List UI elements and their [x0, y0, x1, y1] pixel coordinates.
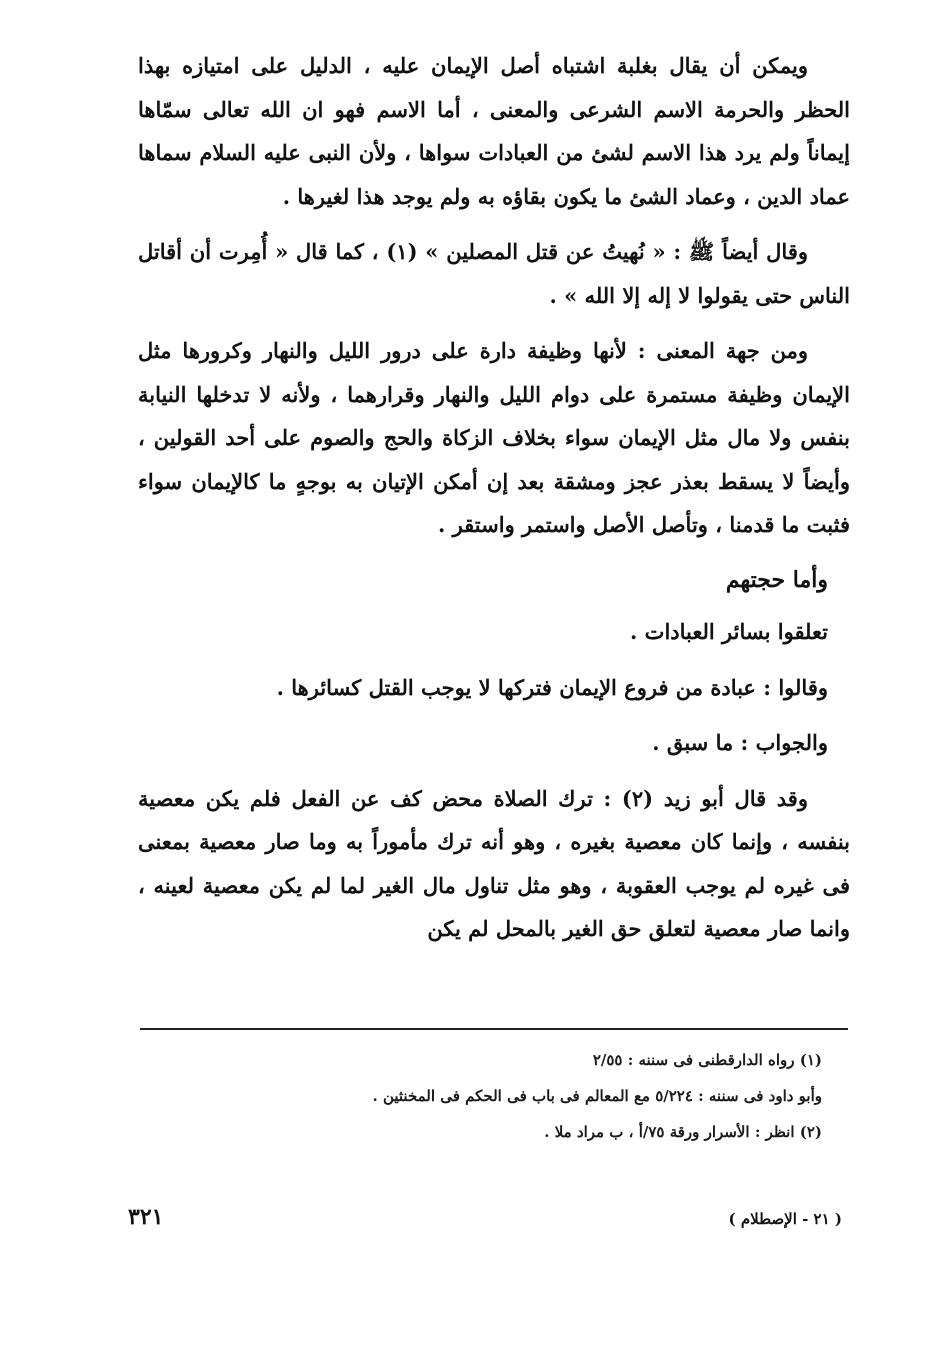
- line-answer: والجواب : ما سبق .: [652, 730, 828, 755]
- section-heading: وأما حجتهم: [725, 566, 828, 593]
- footnote-2: (٢) انظر : الأسرار ورقة ٧٥/أ ، ب مراد ملا .: [544, 1123, 822, 1141]
- page-number: ٣٢١: [128, 1204, 164, 1230]
- footnote-1-continued: وأبو داود فى سننه : ٥/٢٢٤ مع المعالم فى باب فى الحكم فى المخنثين .: [372, 1087, 822, 1105]
- paragraph-2: وقال أيضاً ﷺ : « نُهيتُ عن قتل المصلين » (١) ، كما قال « أُمِرت أن أقاتل الناس حتى يقولوا لا إله إلا الله » .: [138, 239, 850, 308]
- footnotes: [140, 1042, 822, 1150]
- line-claim: تعلقوا بسائر العبادات .: [630, 619, 828, 644]
- footnote-divider: [140, 1028, 848, 1030]
- paragraph-3: ومن جهة المعنى : لأنها وظيفة دارة على درور الليل والنهار وكرورها مثل الإيمان وظيفة مستمرة على دوام الليل والنهار وقرارهما ، ولأنه لا تدخلها النيابة بنفس ولا مال مثل الإيمان سواء بخلاف الزكاة والحج والصوم على أحد القولين ، وأيضاً لا يسقط بعذر عجز ومشقة بعد إن أمكن الإتيان به بوجهٍ ما كالإيمان سواء فثبت ما قدمنا ، وتأصل الأصل واستمر واستقر .: [138, 338, 850, 537]
- line-argument: وقالوا : عبادة من فروع الإيمان فتركها لا يوجب القتل كسائرها .: [276, 674, 828, 700]
- paragraph-last: وقد قال أبو زيد (٢) : ترك الصلاة محض كف عن الفعل فلم يكن معصية بنفسه ، وإنما كان معصية بغيره ، وهو أنه ترك مأموراً به وما صار معصية بمعنى فى غيره لم يوجب العقوبة ، وهو مثل تناول مال الغير لما لم يكن معصية لعينه ، وانما صار معصية لتعلق حق الغير بالمحل لم يكن: [138, 785, 850, 941]
- printer-signature: ( ٢١ - الإصطلام ): [728, 1210, 842, 1228]
- footnote-1: (١) رواه الدارقطنى فى سننه : ٢/٥٥: [592, 1051, 822, 1069]
- paragraph-1: ويمكن أن يقال بغلبة اشتباه أصل الإيمان عليه ، الدليل على امتيازه بهذا الحظر والحرمة الاسم الشرعى والمعنى ، أما الاسم فهو ان الله تعالى سمّاها إيماناً ولم يرد هذا الاسم لشئ من العبادات سواها ، ولأن النبى عليه السلام سماها عماد الدين ، وعماد الشئ ما يكون بقاؤه به ولم يوجد هذا لغيرها .: [138, 53, 850, 209]
- main-text: [138, 44, 850, 963]
